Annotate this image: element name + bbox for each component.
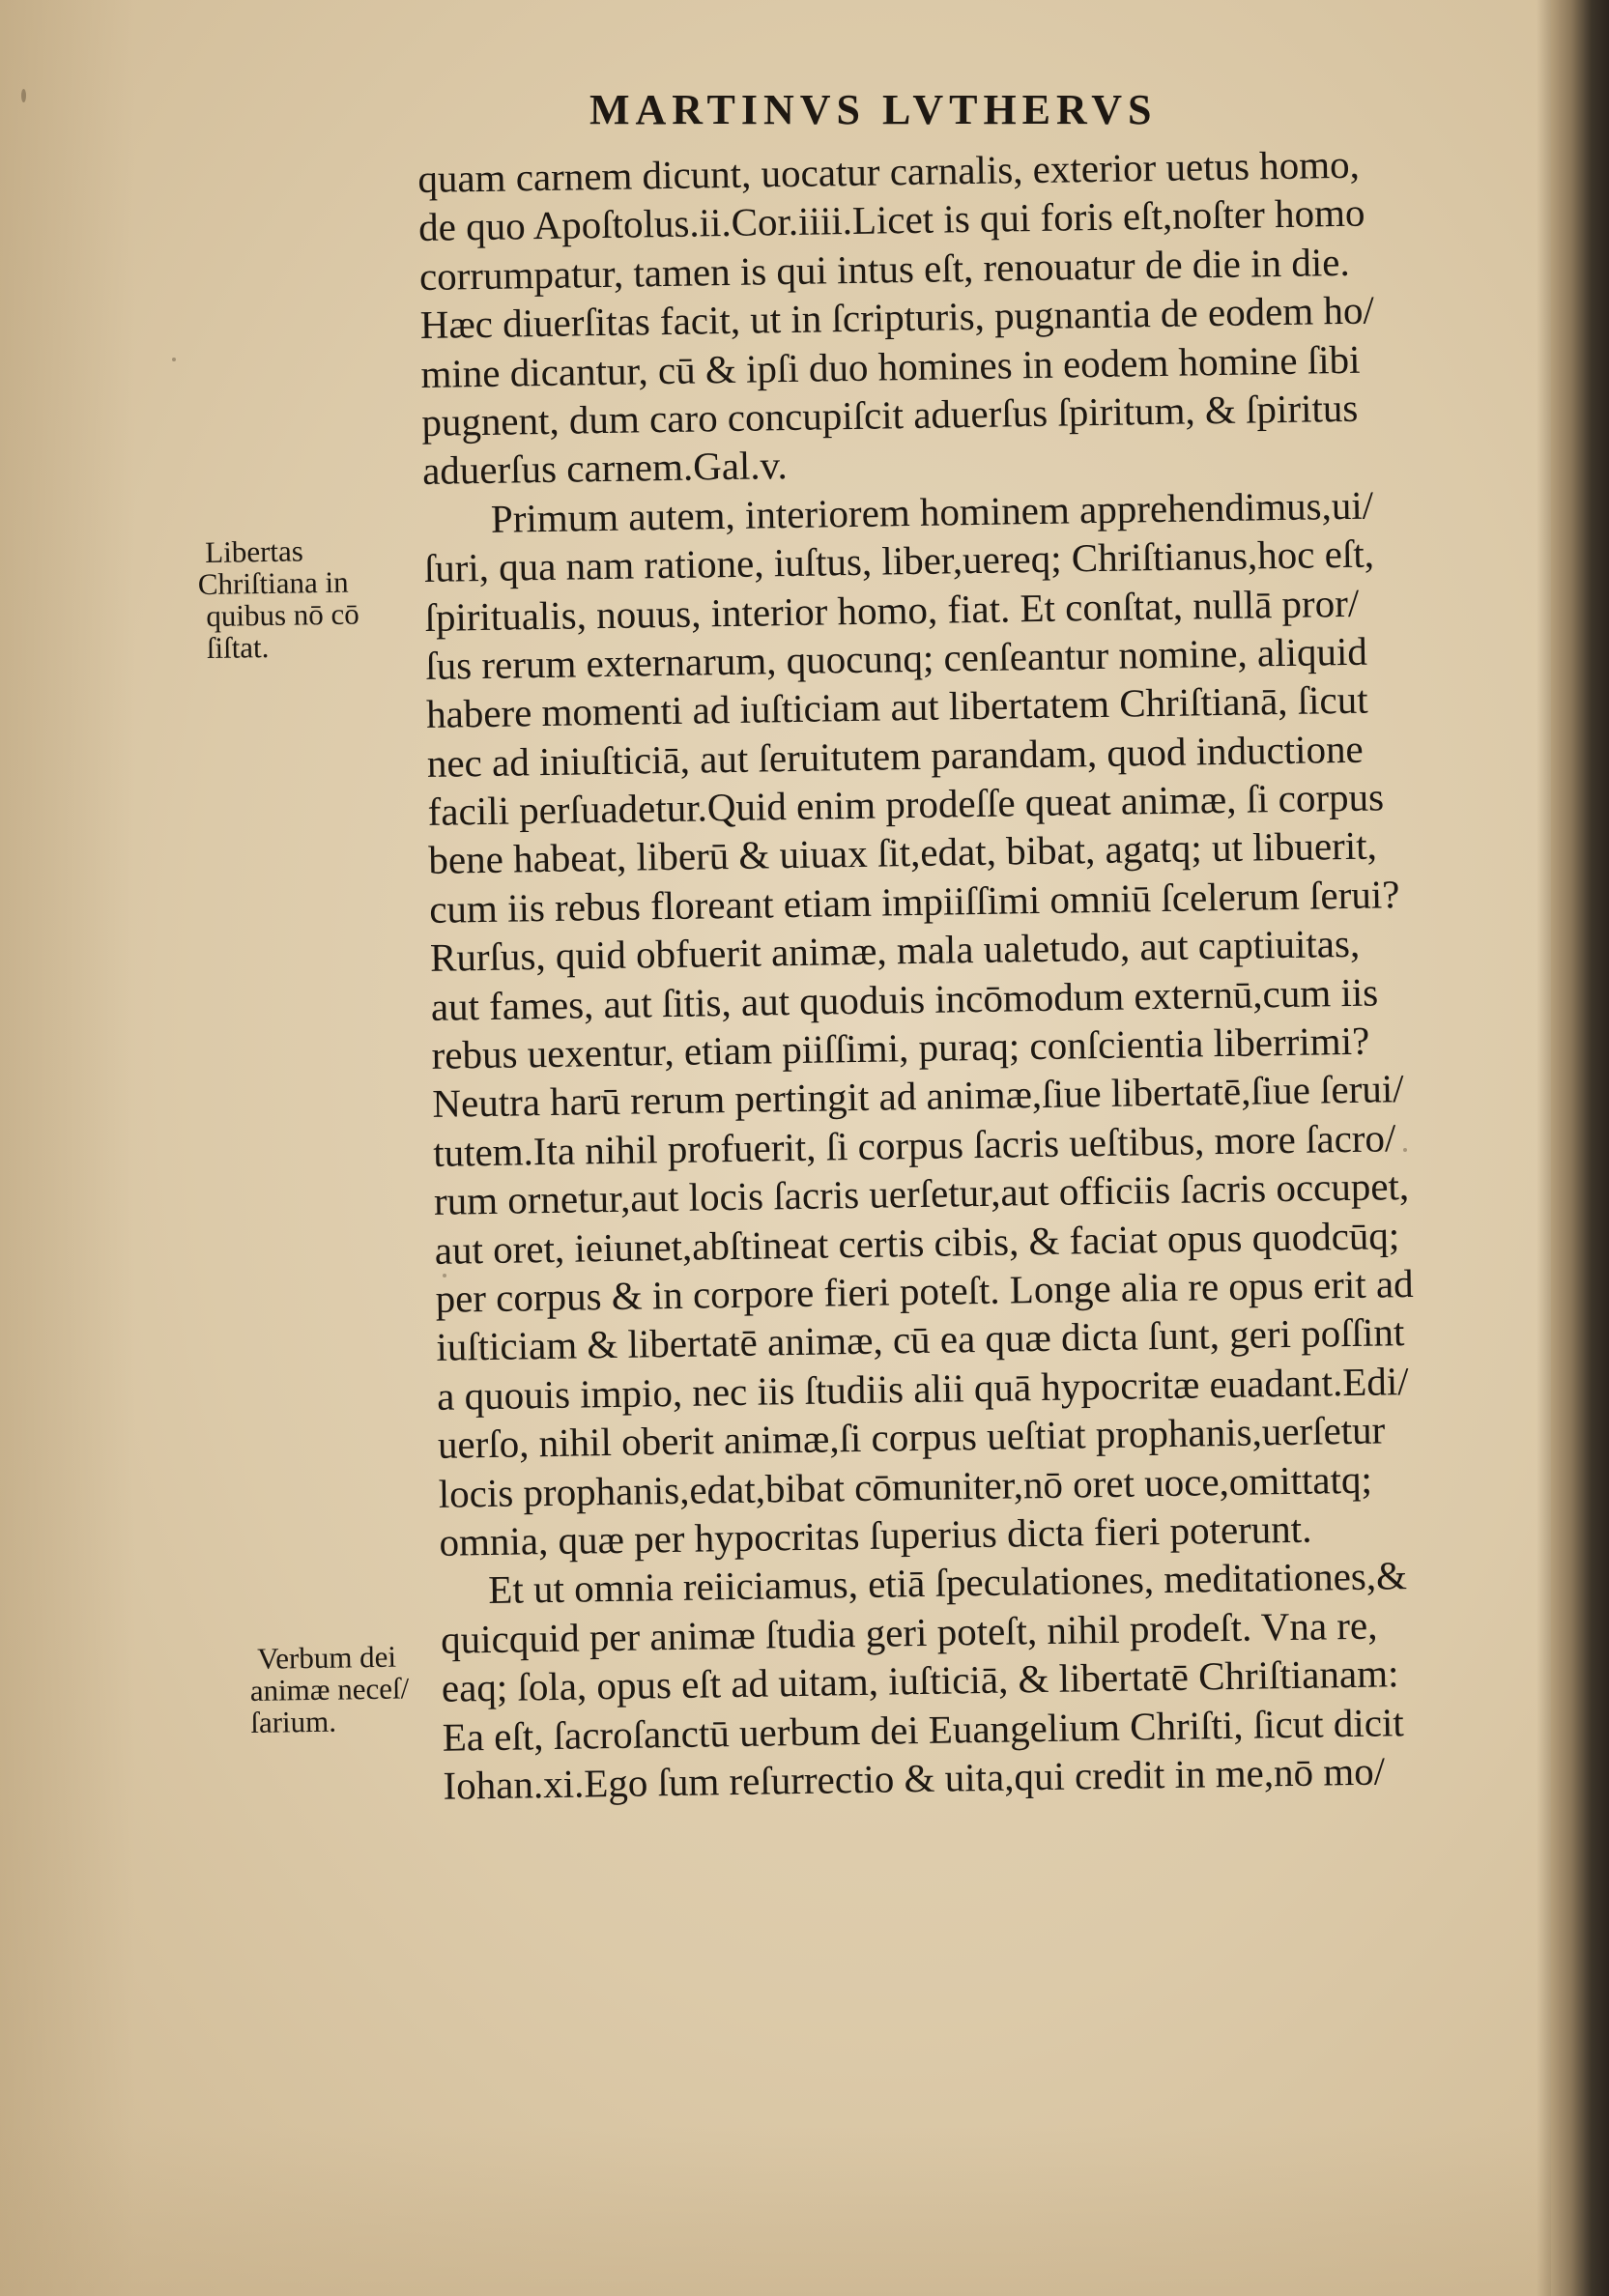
margin-note-verbum	[249, 1639, 474, 1738]
book-binding	[1551, 0, 1609, 2296]
margin-note-libertas	[197, 532, 429, 665]
text-line: facili perſuadetur.Quid enim prodeſſe queat animæ, ſi corpus	[427, 774, 1385, 834]
text-line: bene habeat, liberū & uiuax ſit,edat, bibat, agatq; ut libuerit,	[428, 822, 1378, 883]
margin-note-line: quibus nō cō	[206, 596, 359, 633]
text-line: Primum autem, interiorem hominem apprehendimus,ui/	[490, 482, 1374, 541]
ink-speck	[172, 358, 176, 361]
text-line: per corpus & in corpore fieri poteſt. Longe alia re opus erit ad	[435, 1260, 1414, 1321]
text-line: rum ornetur,aut locis ſacris uerſetur,aut officiis ſacris occupet,	[433, 1163, 1410, 1224]
margin-note-line: Verbum dei	[256, 1639, 397, 1676]
text-line: cum iis rebus floreant etiam impiiſſimi omniū ſcelerum ſerui?	[428, 871, 1400, 932]
text-line: quam carnem dicunt, uocatur carnalis, exterior uetus homo,	[417, 141, 1361, 201]
text-line: omnia, quæ per hypocritas ſuperius dicta fieri poterunt.	[439, 1506, 1312, 1564]
text-line: ſpiritualis, nouus, interior homo, fiat. Et conſtat, nullā pror/	[424, 580, 1360, 640]
main-text-block	[417, 137, 1565, 1810]
text-line: uerſo, nihil oberit animæ,ſi corpus ueſtiat prophanis,uerſetur	[437, 1407, 1386, 1467]
margin-note-line: animæ neceſ/	[249, 1671, 410, 1708]
text-line: aut oret, ieiunet,abſtineat certis cibis, & faciat opus quodcūq;	[434, 1212, 1400, 1273]
text-line: Neutra harū rerum pertingit ad animæ,ſiue libertatē,ſiue ſerui/	[432, 1066, 1404, 1127]
text-line: de quo Apoſtolus.ii.Cor.iiii.Licet is qui foris eſt,noſter homo	[417, 190, 1365, 250]
running-head	[589, 85, 1158, 134]
page-bottom-stain	[0, 2126, 1609, 2296]
text-line: Et ut omnia reiiciamus, etiā ſpeculationes, meditationes,&	[487, 1553, 1408, 1613]
margin-note-line: ſarium.	[250, 1704, 337, 1739]
text-line: corrumpatur, tamen is qui intus eſt, renouatur de die in die.	[418, 239, 1350, 299]
text-line: nec ad iniuſticiā, aut ſeruitutem parandam, quod inductione	[426, 726, 1365, 786]
text-line: habere momenti ad iuſticiam aut libertatem Chriſtianā, ſicut	[425, 676, 1368, 737]
text-line: ſuri, qua nam ratione, iuſtus, liber,uereq; Chriſtianus,hoc eſt,	[423, 531, 1375, 591]
text-line: Ea eſt, ſacroſanctū uerbum dei Euangelium Chriſti, ſicut dicit	[442, 1699, 1405, 1760]
text-line: ſus rerum externarum, quocunq; cenſeantur nomine, aliquid	[424, 628, 1368, 688]
text-line: pugnent, dum caro concupiſcit aduerſus ſpiritum, & ſpiritus	[420, 385, 1359, 445]
margin-note-line: Chriſtiana in	[197, 564, 349, 602]
text-line: Rurſus, quid obfuerit animæ, mala ualetudo, aut captiuitas,	[429, 921, 1361, 981]
margin-note-line: Libertas	[204, 533, 304, 569]
text-line: rebus uexentur, etiam piiſſimi, puraq; conſcientia liberrimi?	[431, 1018, 1370, 1077]
ink-speck	[21, 89, 26, 102]
text-line: tutem.Ita nihil profuerit, ſi corpus ſacris ueſtibus, more ſacro/	[432, 1115, 1396, 1175]
text-line: iuſticiam & libertatē animæ, cū ea quæ dicta ſunt, geri poſſint	[436, 1309, 1405, 1370]
text-line: mine dicantur, cū & ipſi duo homines in eodem homine ſibi	[420, 336, 1361, 396]
running-head-text: MARTINVS LVTHERVS	[589, 86, 1158, 133]
page-edge-stain	[0, 0, 135, 2296]
text-line: a quouis impio, nec iis ſtudiis alii quā hypocritæ euadant.Edi/	[436, 1358, 1409, 1419]
text-line: Iohan.xi.Ego ſum reſurrectio & uita,qui credit in me,nō mo/	[443, 1748, 1386, 1808]
text-line: locis prophanis,edat,bibat cōmuniter,nō oret uoce,omittatq;	[438, 1456, 1373, 1516]
text-line: quicquid per animæ ſtudia geri poteſt, nihil prodeſt. Vna re,	[440, 1602, 1378, 1662]
text-line: eaq; ſola, opus eſt ad uitam, iuſticiā, & libertatē Chriſtianam:	[441, 1650, 1399, 1710]
text-line: Hæc diuerſitas facit, ut in ſcripturis, pugnantia de eodem ho/	[419, 287, 1375, 348]
text-line: aduerſus carnem.Gal.v.	[421, 443, 789, 494]
text-line: aut fames, aut ſitis, aut quoduis incōmodum externū,cum iis	[430, 969, 1379, 1029]
margin-note-line: ſiſtat.	[206, 629, 270, 665]
